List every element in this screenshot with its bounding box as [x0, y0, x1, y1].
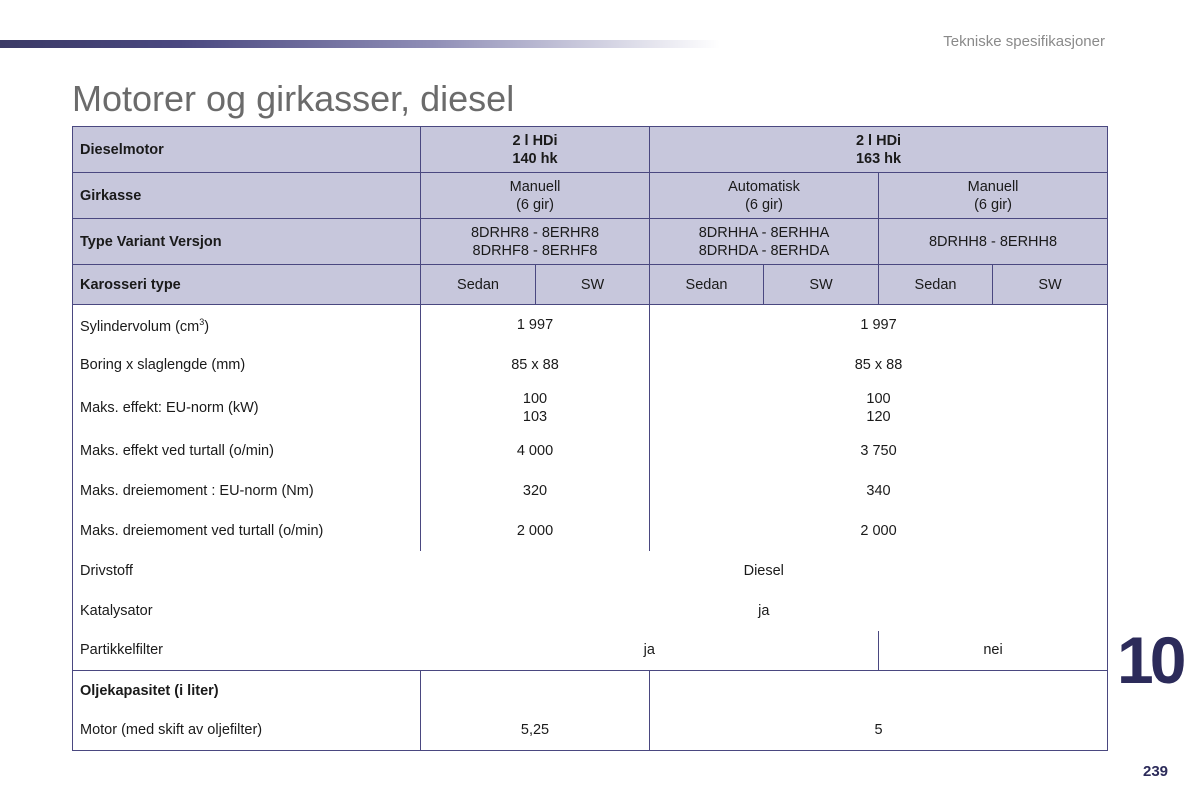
- body-type-cell: Sedan: [421, 265, 536, 305]
- empty-cell: [650, 671, 1108, 711]
- value-cell: 320: [421, 471, 650, 511]
- table-row: [73, 127, 1108, 173]
- value-cell: ja: [643, 642, 655, 659]
- row-label: Maks. effekt ved turtall (o/min): [80, 442, 274, 459]
- chapter-number: 10: [1117, 623, 1183, 697]
- superscript: 3: [199, 317, 205, 328]
- engine-cell: [421, 127, 650, 173]
- table-row: [73, 511, 1108, 551]
- row-label: Type Variant Versjon: [73, 219, 421, 265]
- table-row: [73, 305, 1108, 345]
- table-row: [73, 671, 1108, 711]
- row-label: Karosseri type: [73, 265, 421, 305]
- value-cell: ja: [758, 602, 770, 619]
- gearbox-cell: [879, 173, 1108, 219]
- value-cell: 1 997: [421, 305, 650, 345]
- engine-name: 2 l HDi: [855, 132, 902, 149]
- value-line: 100: [522, 390, 548, 407]
- row-label: Maks. dreiemoment ved turtall (o/min): [80, 522, 324, 539]
- engine-power: 140 hk: [512, 150, 558, 167]
- row-label: Partikkelfilter: [80, 642, 163, 659]
- section-title: Tekniske spesifikasjoner: [943, 33, 1105, 50]
- table-row: [73, 345, 1108, 385]
- body-type-cell: SW: [764, 265, 879, 305]
- value-cell: [650, 385, 1108, 431]
- table-row: [73, 385, 1108, 431]
- value-cell: 340: [650, 471, 1108, 511]
- engine-cell: [650, 127, 1108, 173]
- gearbox-gears: (6 gir): [745, 196, 783, 213]
- gearbox-type: Automatisk: [728, 178, 800, 195]
- displacement-label-end: ): [204, 319, 210, 336]
- row-label: Katalysator: [80, 602, 153, 619]
- variant-code: 8DRHDA - 8ERHDA: [698, 242, 830, 259]
- row-label: Drivstoff: [80, 562, 133, 579]
- value-line: 100: [866, 390, 891, 407]
- row-label: Girkasse: [73, 173, 421, 219]
- page-title: Motorer og girkasser, diesel: [72, 78, 515, 119]
- empty-cell: [421, 671, 650, 711]
- row-label: [73, 305, 421, 345]
- engine-name: 2 l HDi: [512, 132, 558, 149]
- row-label: Boring x slaglengde (mm): [80, 356, 246, 373]
- table-row: [73, 471, 1108, 511]
- value-cell: 5: [650, 711, 1108, 751]
- row-label: Maks. dreiemoment : EU-norm (Nm): [80, 482, 314, 499]
- value-cell: 4 000: [421, 431, 650, 471]
- row-label: Motor (med skift av oljefilter): [80, 722, 263, 739]
- row-label: Maks. effekt: EU-norm (kW): [80, 399, 259, 416]
- body-type-cell: Sedan: [879, 265, 993, 305]
- specification-table: [72, 126, 1108, 751]
- table-row: [73, 591, 1108, 631]
- body-type-cell: SW: [993, 265, 1108, 305]
- gearbox-type: Manuell: [967, 178, 1019, 195]
- value-cell: Diesel: [743, 562, 784, 579]
- value-cell: 3 750: [650, 431, 1108, 471]
- value-cell: nei: [879, 631, 1108, 671]
- row-label: Oljekapasitet (i liter): [73, 671, 421, 711]
- table-row: [73, 551, 1108, 591]
- value-cell: 5,25: [421, 711, 650, 751]
- value-cell: 1 997: [650, 305, 1108, 345]
- value-cell: 2 000: [650, 511, 1108, 551]
- variant-code: 8DRHR8 - 8ERHR8: [470, 224, 600, 241]
- engine-power: 163 hk: [855, 150, 902, 167]
- value-cell: 85 x 88: [650, 345, 1108, 385]
- displacement-label: Sylindervolum (cm: [80, 319, 200, 336]
- header-accent-bar: [0, 40, 720, 48]
- value-cell: [421, 385, 650, 431]
- table-row: [73, 631, 1108, 671]
- page-number: 239: [1143, 763, 1169, 780]
- gearbox-type: Manuell: [509, 178, 561, 195]
- variant-cell: [421, 219, 650, 265]
- value-line: 103: [522, 408, 548, 425]
- body-type-cell: SW: [536, 265, 650, 305]
- row-label: Dieselmotor: [73, 127, 421, 173]
- variant-cell: 8DRHH8 - 8ERHH8: [879, 219, 1108, 265]
- gearbox-cell: [650, 173, 879, 219]
- table-row: [73, 431, 1108, 471]
- variant-code: 8DRHF8 - 8ERHF8: [472, 242, 598, 259]
- value-cell: 85 x 88: [421, 345, 650, 385]
- value-cell: 2 000: [421, 511, 650, 551]
- body-type-cell: Sedan: [650, 265, 764, 305]
- table-row: [73, 219, 1108, 265]
- table-row: [73, 173, 1108, 219]
- value-line: 120: [866, 408, 891, 425]
- gearbox-gears: (6 gir): [516, 196, 554, 213]
- variant-code: 8DRHHA - 8ERHHA: [698, 224, 830, 241]
- gearbox-gears: (6 gir): [974, 196, 1012, 213]
- table-row: [73, 711, 1108, 751]
- variant-cell: [650, 219, 879, 265]
- table-row: [73, 265, 1108, 305]
- gearbox-cell: [421, 173, 650, 219]
